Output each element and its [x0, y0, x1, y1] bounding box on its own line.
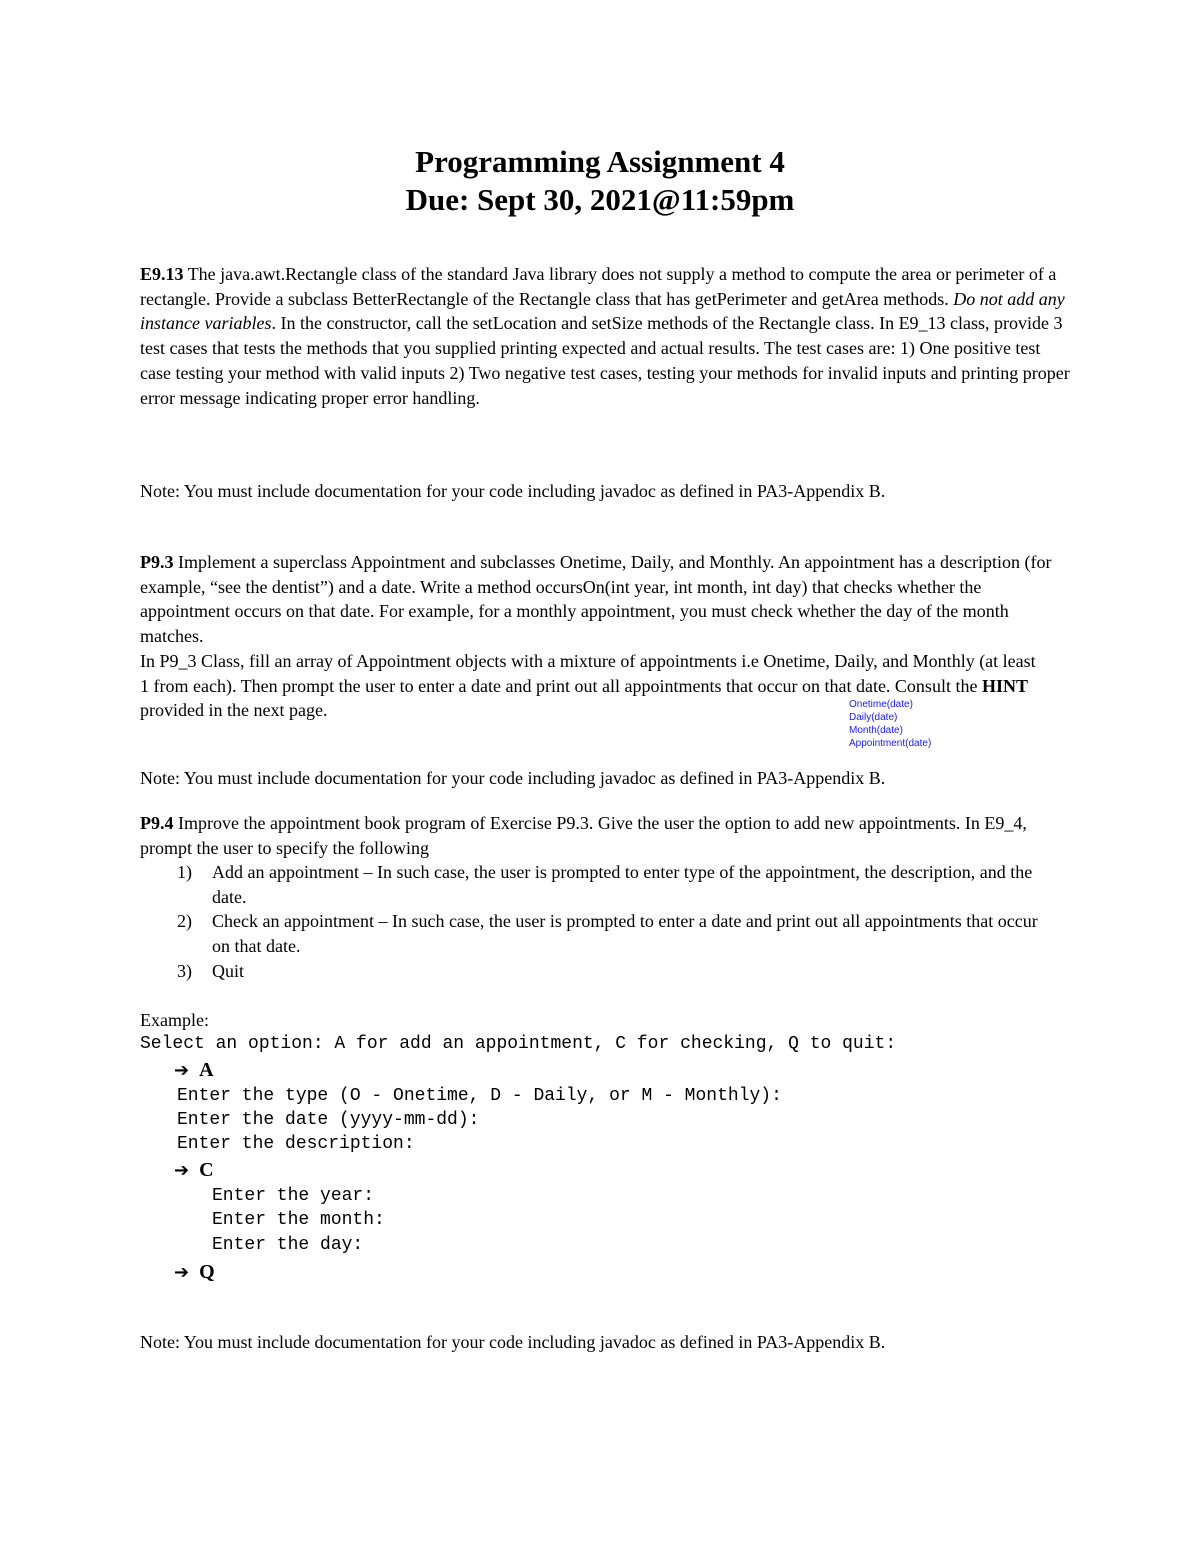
- example-prompt: Select an option: A for add an appointment, C for checking, Q to quit:: [140, 1034, 897, 1054]
- exercise-label: P9.4: [140, 813, 174, 833]
- example-line: Enter the date (yyyy-mm-dd):: [177, 1110, 480, 1130]
- exercise-label: E9.13: [140, 264, 184, 284]
- choice-letter: A: [199, 1059, 214, 1081]
- list-item: [140, 959, 1060, 984]
- arrow-right-icon: ➔: [174, 1160, 190, 1181]
- example-label: Example:: [140, 1010, 209, 1030]
- page-title: Programming Assignment 4: [415, 144, 785, 179]
- exercise-text: Implement a superclass Appointment and subclasses Onetime, Daily, and Monthly. An appointment has a description (for example, “see the dentist”) and a date. Write a method occursOn(int year, int month, int day) that checks whether the appointment occurs on that date. For example, for a monthly appointment, you must check whether the day of the month matches.: [140, 552, 1052, 647]
- list-text: Quit: [212, 960, 245, 981]
- example-line: Enter the day:: [212, 1235, 364, 1255]
- example-line: Enter the month:: [212, 1210, 385, 1230]
- documentation-note: Note: You must include documentation for your code including javadoc as defined in PA3-Appendix B.: [140, 481, 886, 501]
- list-text: Check an appointment – In such case, the user is prompted to enter a date and print out all appointments that occur on that date.: [212, 911, 1038, 957]
- list-number: 1): [177, 862, 192, 882]
- choice-letter: C: [199, 1159, 214, 1181]
- exercise-p93: [140, 550, 1070, 723]
- list-item: [140, 909, 1060, 958]
- example-line: Enter the description:: [177, 1134, 415, 1154]
- emphasis-text: Do not add any instance variables: [140, 288, 1065, 334]
- exercise-text: The java.awt.Rectangle class of the standard Java library does not supply a method to compute the area or perimeter of a rectangle. Provide a subclass BetterRectangle of the Rectangle class that has getPerimeter and getArea methods.: [140, 264, 1057, 309]
- handwritten-annotation: [849, 698, 931, 750]
- annotation-line: Daily(date): [849, 712, 898, 723]
- example-choice-a: [174, 1058, 214, 1083]
- documentation-note: Note: You must include documentation for your code including javadoc as defined in PA3-Appendix B.: [140, 1332, 886, 1352]
- list-number: 2): [177, 911, 192, 932]
- arrow-right-icon: ➔: [174, 1060, 190, 1081]
- exercise-p94: [140, 811, 1040, 860]
- exercise-e913: [140, 262, 1070, 410]
- annotation-line: Month(date): [849, 725, 903, 736]
- exercise-text: provided in the next page.: [140, 700, 328, 721]
- exercise-text: In P9_3 Class, fill an array of Appointment objects with a mixture of appointments i.e Onetime, Daily, and Monthly (at least 1 from each). Then prompt the user to enter a date and print out all appointments that occur on that date. Consult the: [140, 650, 1036, 696]
- hint-text: HINT: [981, 675, 1028, 696]
- example-line: Enter the type (O - Onetime, D - Daily, or M - Monthly):: [177, 1086, 782, 1106]
- list-number: 3): [177, 960, 192, 981]
- annotation-line: Appointment(date): [849, 738, 932, 749]
- option-list: [140, 860, 1060, 984]
- list-text: Add an appointment – In such case, the user is prompted to enter type of the appointment, the description, and the date.: [212, 862, 1033, 907]
- annotation-line: Onetime(date): [849, 699, 913, 710]
- exercise-text: Improve the appointment book program of Exercise P9.3. Give the user the option to add new appointments. In E9_4, prompt the user to specify the following: [140, 813, 1027, 858]
- example-line: Enter the year:: [212, 1186, 375, 1206]
- exercise-label: P9.3: [140, 552, 174, 572]
- documentation-note: Note: You must include documentation for your code including javadoc as defined in PA3-Appendix B.: [140, 768, 886, 788]
- due-date: Due: Sept 30, 2021@11:59pm: [405, 182, 795, 217]
- example-choice-q: [174, 1260, 215, 1285]
- list-item: [140, 860, 1060, 909]
- example-choice-c: [174, 1158, 214, 1183]
- exercise-text: . In the constructor, call the setLocation and setSize methods of the Rectangle class. In E9_13 class, provide 3 test cases that tests the methods that you supplied printing expected and actual results. The test cases are: 1) One positive test case testing your method with valid inputs 2) Two negative test cases, testing your methods for invalid inputs and printing proper error message indicating proper error handling.: [140, 313, 1070, 408]
- choice-letter: Q: [199, 1261, 215, 1283]
- arrow-right-icon: ➔: [174, 1262, 190, 1283]
